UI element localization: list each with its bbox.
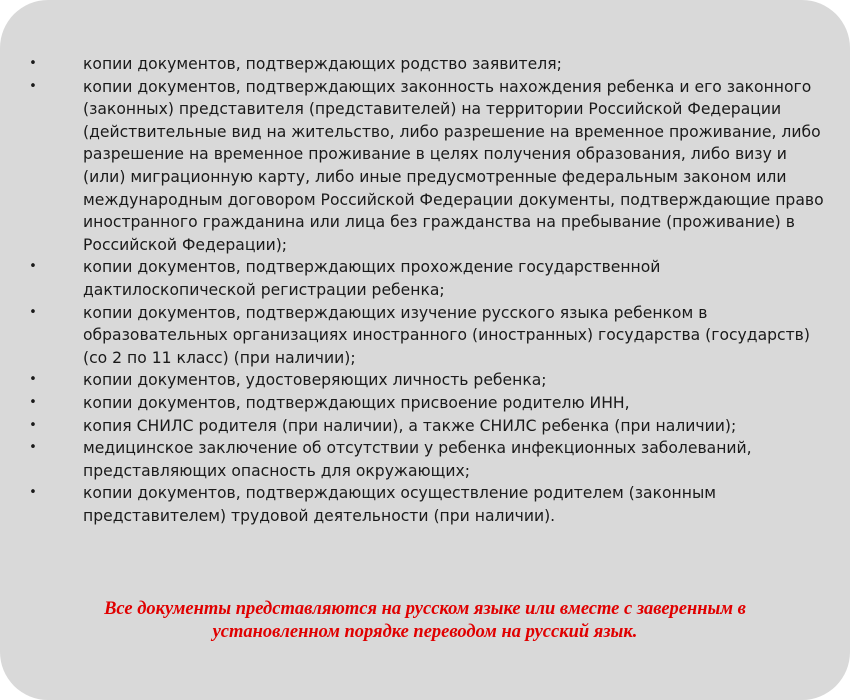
bullet-icon: •	[29, 372, 37, 388]
list-item	[24, 53, 824, 76]
bullet-icon: •	[29, 56, 37, 71]
list-item-text: копия СНИЛС родителя (при наличии), а также СНИЛС ребенка (при наличии);	[83, 416, 737, 435]
bullet-icon: •	[29, 304, 37, 320]
bullet-icon: •	[29, 259, 37, 275]
required-documents-list	[24, 53, 824, 527]
list-item	[24, 437, 824, 482]
list-item	[24, 76, 824, 257]
list-item-text: копии документов, подтверждающих прохождение государственной дактилоскопической регистрации ребенка;	[83, 258, 661, 299]
bullet-icon: •	[29, 78, 37, 94]
list-item	[24, 302, 824, 370]
list-item-text: копии документов, подтверждающих присвоение родителю ИНН,	[83, 393, 630, 412]
translation-requirement-note: Все документы представляются на русском языке или вместе с заверенным в установленном порядке переводом на русский язык.	[104, 599, 746, 642]
list-item-text: копии документов, удостоверяющих личность ребенка;	[83, 371, 547, 390]
list-item-text: копии документов, подтверждающих законность нахождения ребенка и его законного (законных) представителя (представителей) на территории Российской Федерации (действительные вид на жительство, либо разрешение на временное проживание, либо разрешение на временное проживание в целях получения образования, либо визу и (или) миграционную карту, либо иные предусмотренные федеральным законом или международным договором Российской Федерации документы, подтверждающие право иностранного гражданина или лица без гражданства на пребывание (проживание) в Российской Федерации);	[83, 77, 824, 254]
bullet-icon: •	[29, 440, 37, 456]
bullet-icon: •	[29, 417, 37, 433]
list-item	[24, 256, 824, 301]
list-item-text: копии документов, подтверждающих изучение русского языка ребенком в образовательных организациях иностранного (иностранных) государства (государств) (со 2 по 11 класс) (при наличии);	[83, 303, 810, 367]
list-item	[24, 482, 824, 527]
list-item	[24, 415, 824, 438]
list-item-text: медицинское заключение об отсутствии у ребенка инфекционных заболеваний, представляющих опасность для окружающих;	[83, 439, 752, 480]
list-item-text: копии документов, подтверждающих родство заявителя;	[83, 55, 562, 73]
list-item	[24, 392, 824, 415]
list-item-text: копии документов, подтверждающих осуществление родителем (законным представителем) трудовой деятельности (при наличии).	[83, 484, 717, 525]
bullet-icon: •	[29, 394, 37, 410]
list-item	[24, 369, 824, 392]
bullet-icon: •	[29, 485, 37, 501]
